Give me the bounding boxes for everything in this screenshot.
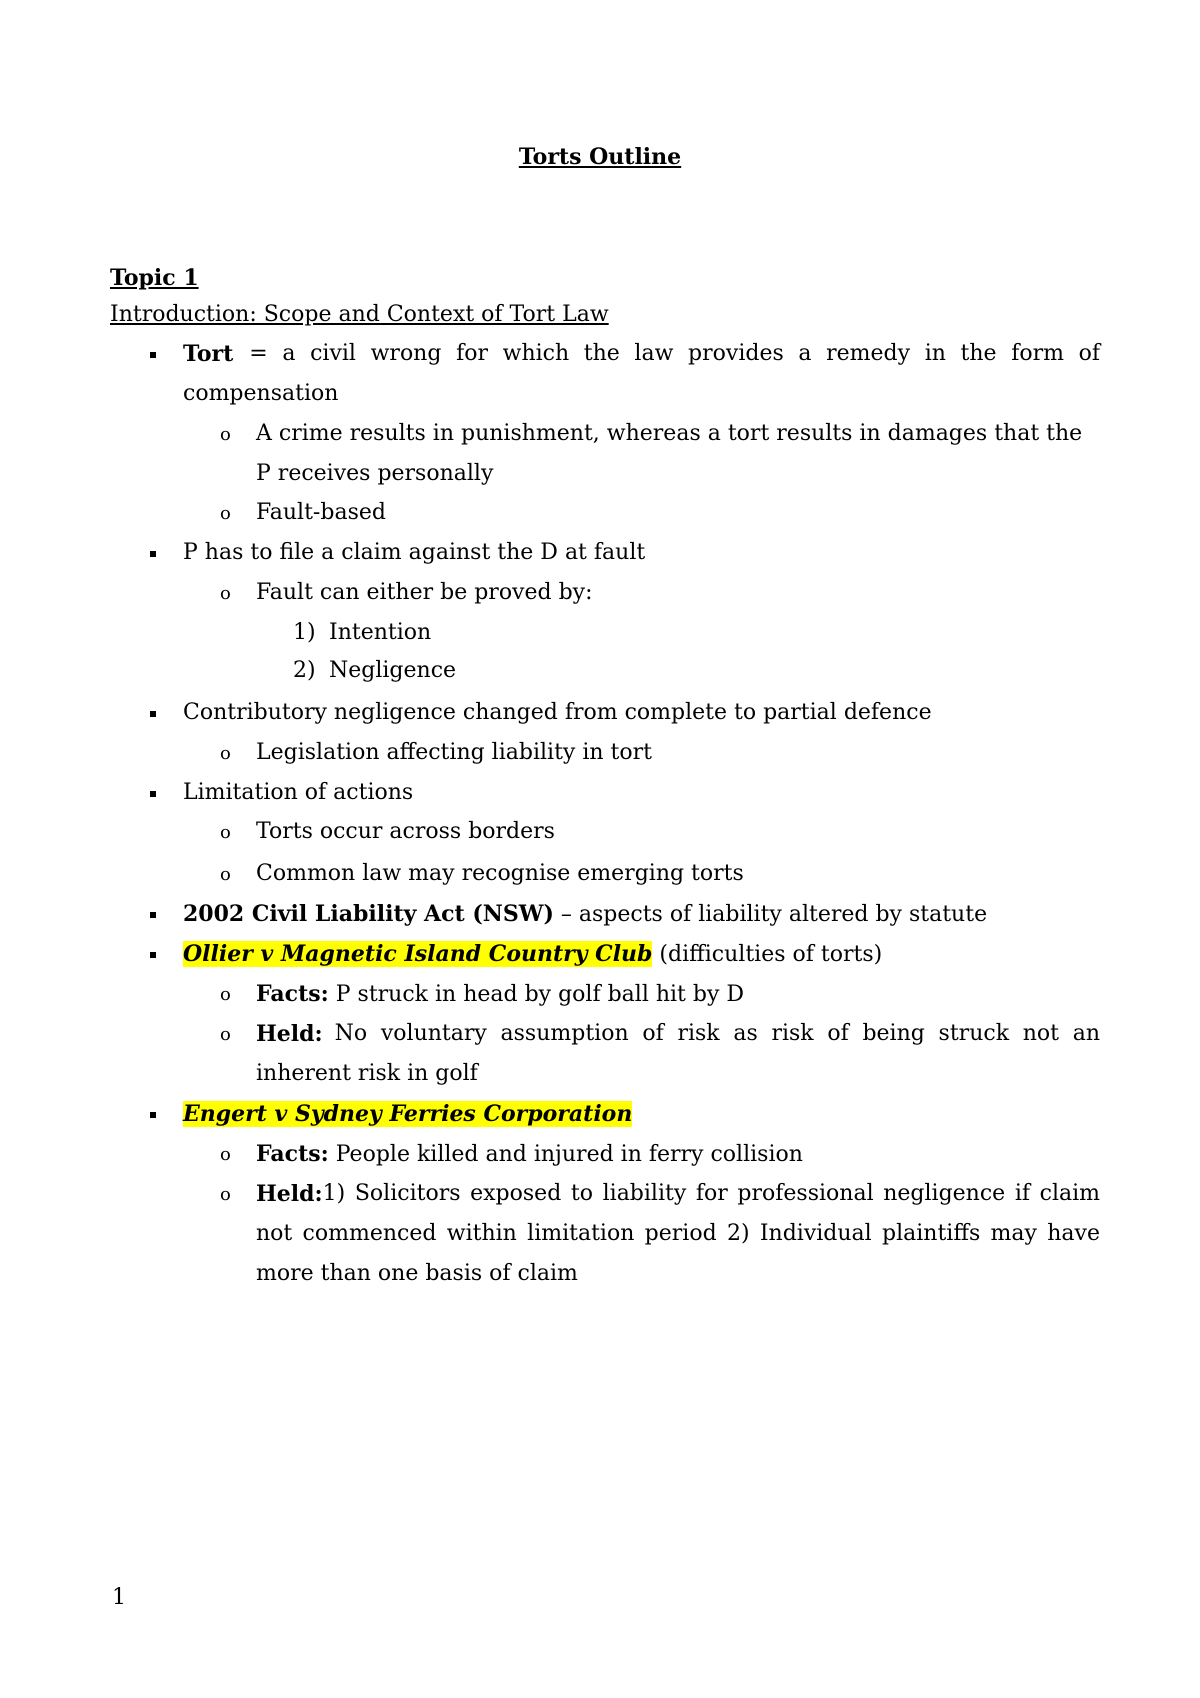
ollier-case-note: (difficulties of torts) [652, 942, 883, 967]
square-bullet-icon [150, 352, 156, 358]
circle-bullet-icon: o [220, 822, 231, 843]
number-2: 2) [293, 658, 316, 683]
number-1: 1) [293, 620, 316, 645]
tort-definition-line1 [183, 341, 1100, 367]
facts-label: Facts: [256, 1141, 329, 1167]
square-bullet-icon [150, 791, 156, 797]
crime-line1: A crime results in punishment, whereas a tort results in damages that the [256, 421, 1083, 446]
circle-bullet-icon: o [220, 984, 231, 1005]
ollier-held-line2: inherent risk in golf [256, 1061, 478, 1086]
engert-held-line3: more than one basis of claim [256, 1261, 578, 1286]
circle-bullet-icon: o [220, 1184, 231, 1205]
facts-label: Facts: [256, 981, 329, 1007]
square-bullet-icon [150, 912, 156, 918]
engert-case-line [183, 1101, 632, 1127]
circle-bullet-icon: o [220, 583, 231, 604]
crime-line2: P receives personally [256, 461, 494, 486]
tort-definition-text: = a civil wrong for which the law provides a remedy in the form of [249, 341, 1100, 366]
limitation-of-actions: Limitation of actions [183, 780, 414, 805]
square-bullet-icon [150, 551, 156, 557]
circle-bullet-icon: o [220, 424, 231, 445]
ollier-held-line1 [256, 1021, 1100, 1047]
engert-facts-text: People killed and injured in ferry collision [328, 1142, 803, 1167]
negligence: Negligence [329, 658, 457, 683]
intention: Intention [329, 620, 432, 645]
topic-heading: Topic 1 [110, 265, 199, 291]
document-title: Torts Outline [518, 144, 682, 170]
square-bullet-icon [150, 952, 156, 958]
engert-held-text-2: not commenced within limitation period 2) Individual plaintiffs may have [256, 1221, 1100, 1246]
act-description: – aspects of liability altered by statute [553, 902, 988, 927]
tort-term: Tort [183, 341, 234, 367]
engert-held-text-1: 1) Solicitors exposed to liability for professional negligence if claim [322, 1181, 1100, 1206]
civil-liability-act [183, 901, 987, 927]
circle-bullet-icon: o [220, 864, 231, 885]
engert-facts [256, 1141, 803, 1167]
topic-subheading: Introduction: Scope and Context of Tort Law [110, 302, 609, 327]
ollier-held-text: No voluntary assumption of risk as risk of being struck not an [334, 1021, 1100, 1046]
circle-bullet-icon: o [220, 503, 231, 524]
square-bullet-icon [150, 1112, 156, 1118]
held-label: Held: [256, 1181, 323, 1207]
square-bullet-icon [150, 711, 156, 717]
ollier-facts-text: P struck in head by golf ball hit by D [328, 982, 745, 1007]
legislation: Legislation affecting liability in tort [256, 740, 652, 765]
fault-proved: Fault can either be proved by: [256, 580, 593, 605]
circle-bullet-icon: o [220, 1144, 231, 1165]
torts-borders: Torts occur across borders [256, 819, 555, 844]
act-title: 2002 Civil Liability Act (NSW) [183, 901, 554, 927]
page-number: 1 [112, 1585, 126, 1610]
fault-based: Fault-based [256, 500, 386, 525]
contributory-negligence: Contributory negligence changed from complete to partial defence [183, 700, 932, 725]
held-label: Held: [256, 1021, 323, 1047]
engert-held-line2 [256, 1221, 1100, 1246]
engert-held-line1 [256, 1181, 1100, 1207]
engert-case-name: Engert v Sydney Ferries Corporation [183, 1101, 633, 1127]
tort-definition-line2: compensation [183, 381, 339, 406]
ollier-facts [256, 981, 744, 1007]
ollier-case-line [183, 941, 882, 967]
ollier-case-name: Ollier v Magnetic Island Country Club [183, 941, 653, 967]
circle-bullet-icon: o [220, 1024, 231, 1045]
p-file-claim: P has to file a claim against the D at fault [183, 540, 646, 565]
common-law: Common law may recognise emerging torts [256, 861, 744, 886]
circle-bullet-icon: o [220, 743, 231, 764]
